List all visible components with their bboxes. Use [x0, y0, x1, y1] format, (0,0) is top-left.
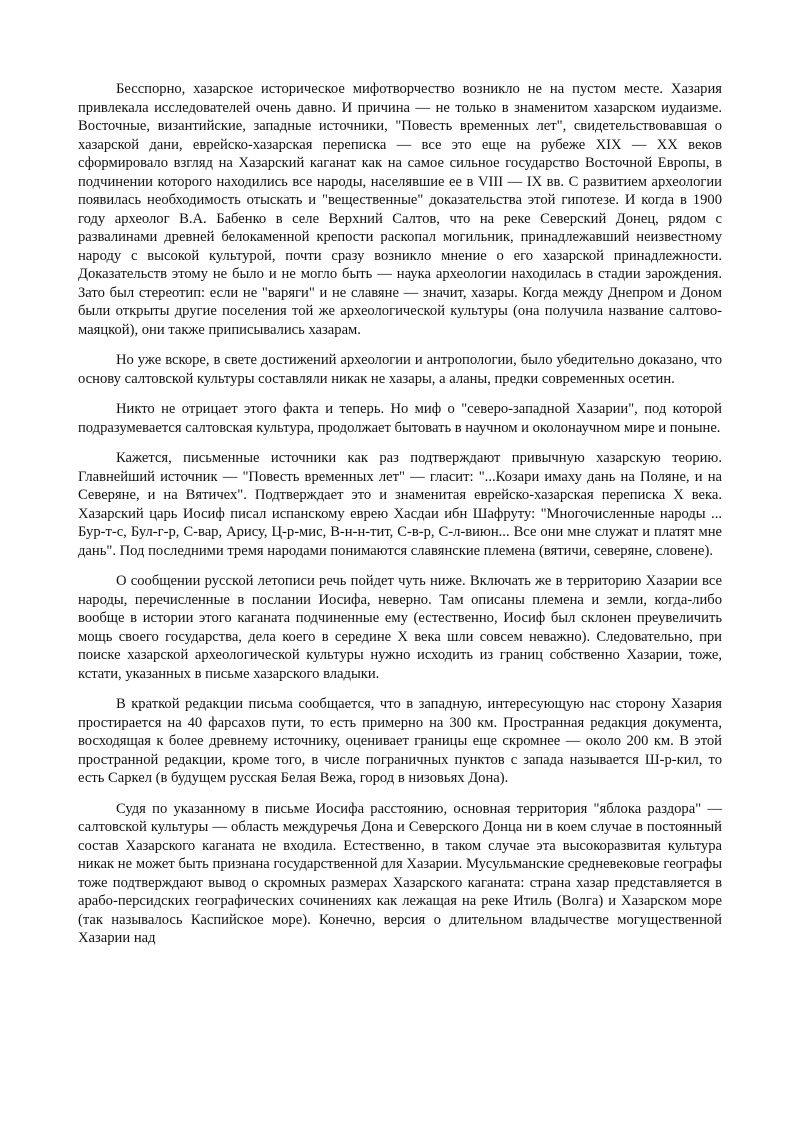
document-page [78, 80, 722, 960]
paragraph-3: Никто не отрицает этого факта и теперь. Но миф о "северо-западной Хазарии", под которой подразумевается салтовская культура, продолжает бытовать в научном и околонаучном мире и поныне. [78, 401, 722, 436]
paragraph-2: Но уже вскоре, в свете достижений археологии и антропологии, было убедительно доказано, что основу салтовской культуры составляли никак не хазары, а аланы, предки современных осетин. [78, 352, 722, 387]
paragraph-7: Судя по указанному в письме Иосифа расстоянию, основная территория "яблока раздора" — салтовской культуры — область междуречья Дона и Северского Донца ни в коем случае в постоянный состав Хазарского каганата не входила. Естественно, в таком случае эта высокоразвитая культура никак не может быть признана государственной для Хазарии. Мусульманские средневековые географы тоже подтверждают вывод о скромных размерах Хазарского каганата: страна хазар представляется в арабо-персидских географических сочинениях как лежащая на реке Итиль (Волга) и Хазарском море (так называлось Каспийское море). Конечно, версия о длительном владычестве могущественной Хазарии над [78, 800, 722, 946]
paragraph-5: О сообщении русской летописи речь пойдет чуть ниже. Включать же в территорию Хазарии все народы, перечисленные в послании Иосифа, неверно. Там описаны племена и земли, когда-либо вообще в истории этого каганата подчиненные ему (естественно, Иосиф был склонен преувеличить мощь своего государства, дела коего в середине X века шли совсем неважно). Следовательно, при поиске хазарской археологической культуры нужно исходить из границ собственно Хазарии, тоже, кстати, указанных в письме хазарского владыки. [78, 573, 722, 682]
paragraph-1: Бесспорно, хазарское историческое мифотворчество возникло не на пустом месте. Хазария привлекала исследователей очень давно. И причина — не только в знаменитом хазарском иудаизме. Восточные, византийские, западные источники, "Повесть временных лет", свидетельствовавшая о хазарской дани, еврейско-хазарская переписка — все это еще на рубеже XIX — XX веков сформировало взгляд на Хазарский каганат как на самое сильное государство Восточной Европы, в подчинении которого находились все народы, населявшие ее в VIII — IX вв. С развитием археологии появилась необходимость отыскать и "вещественные" доказательства этой гипотезе. И когда в 1900 году археолог В.А. Бабенко в селе Верхний Салтов, что на реке Северский Донец, рядом с развалинами древней белокаменной крепости раскопал могильник, принадлежавший неизвестному народу с высокой культурой, почти сразу возникло мнение о его хазарской принадлежности. Доказательств этому не было и не могло быть — наука археологии находилась в стадии зарождения. Зато был стереотип: если не "варяги" и не славяне — значит, хазары. Когда между Днепром и Доном были открыты другие поселения той же археологической культуры (она получила название салтово-маяцкой), они также приписывались хазарам. [78, 81, 722, 338]
paragraph-4: Кажется, письменные источники как раз подтверждают привычную хазарскую теорию. Главнейший источник — "Повесть временных лет" — гласит: "...Козари имаху дань на Поляне, и на Северяне, и на Вятичех". Подтверждает это и знаменитая еврейско-хазарская переписка X века. Хазарский царь Иосиф писал испанскому еврею Хасдаи ибн Шафруту: "Многочисленные народы ... Бур-т-с, Бул-г-р, С-вар, Арису, Ц-р-мис, В-н-н-тит, С-в-р, С-л-виюн... Все они мне служат и платят мне дань". Под последними тремя народами понимаются славянские племена (вятичи, северяне, словене). [78, 450, 722, 559]
paragraph-6: В краткой редакции письма сообщается, что в западную, интересующую нас сторону Хазария простирается на 40 фарсахов пути, то есть примерно на 300 км. Пространная редакция документа, восходящая к более древнему источнику, оценивает границы еще скромнее — около 200 км. В этой пространной редакции, кроме того, в числе пограничных пунктов с запада называется Ш-р-кил, то есть Саркел (в будущем русская Белая Вежа, город в низовьях Дона). [78, 696, 722, 786]
